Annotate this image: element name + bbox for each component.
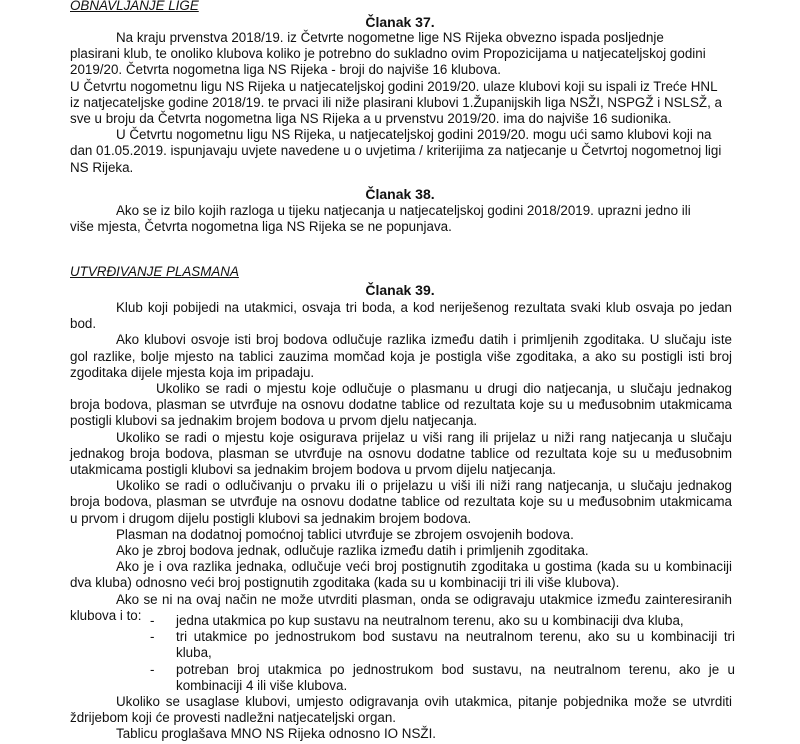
article-39-closing-paragraph: Tablicu proglašava MNO NS Rijeka odnosno IO NSŽI.: [116, 726, 437, 742]
article-39-paragraph: Ako se ni na ovaj način ne može utvrditi plasman, onda se odigravaju utakmice između zainteresiranih klubova i to:: [70, 591, 732, 623]
article-39-paragraph: Klub koji pobijedi na utakmici, osvaja tri boda, a kod neriješenog rezultata svaki klub osvaja po jedan bod.: [70, 300, 732, 332]
dash-marker: -: [150, 613, 155, 628]
article-38-body: [70, 203, 732, 235]
article-39-paragraph: Ako je i ova razlika jednaka, odlučuje veći broj postignutih zgoditaka u gostima (kada su u kombinaciji dva kluba) odnosno veći broj postignutih zgoditaka (kada su u kombinaciji tri ili više klubova).: [70, 559, 732, 591]
article-37-title: Članak 37.: [365, 14, 435, 30]
article-37-line: sve u broju da Četvrta nogometna liga NS Rijeka a u prvenstvu 2019/20. ima do najviše 16 sudionika.: [70, 111, 672, 127]
article-38-line: više mjesta, Četvrta nogometna liga NS Rijeka se ne popunjava.: [70, 219, 452, 235]
list-item: [150, 629, 735, 661]
article-39-paragraph: Ukoliko se radi o mjestu koje osigurava prijelaz u viši rang ili prijelaz u niži rang natjecanja u slučaju jednakog broja bodova, plasman se utvrđuje na osnovu dodatne tablice od rezultata koje su u međusobnim utakmicama postigli klubovi sa jednakim brojem bodova u prvom dijelu natjecanja.: [70, 429, 732, 478]
article-39-paragraph: Ako klubovi osvoje isti broj bodova odlučuje razlika između datih i primljenih zgoditaka. U slučaju iste gol razlike, bolje mjesto na tablici zauzima momčad koja je postigla više zgoditaka, a ako su postigli isti broj zgoditaka dijele mjesta koja im pripadaju.: [70, 332, 732, 380]
article-39-closing-paragraph: Ukoliko se usaglase klubovi, umjesto odigravanja ovih utakmica, pitanje pobjednika može se utvrditi ždrijebom koji će provesti nadležni natjecateljski organ.: [70, 694, 732, 726]
dash-marker: -: [150, 629, 155, 645]
article-39-paragraph: Ako je zbroj bodova jednak, odlučuje razlika između datih i primljenih zgoditaka.: [116, 543, 589, 559]
article-37-body: [70, 30, 732, 176]
article-39-body: [70, 300, 732, 624]
article-39-paragraph: Ukoliko se radi o mjestu koje odlučuje o plasmanu u drugi dio natjecanja, u slučaju jednakog broja bodova, plasman se utvrđuje na osnovu dodatne tablice od rezultata koje su u međusobnim utakmicama postigli klubovi sa jednakim brojem bodova u prvom djelu natjecanja.: [70, 381, 732, 429]
list-item: [150, 662, 735, 694]
section-heading-utvrdivanje: UTVRĐIVANJE PLASMANA: [70, 264, 239, 279]
list-item: [150, 613, 735, 629]
section-heading-obnavljanje: OBNAVLJANJE LIGE: [70, 0, 199, 13]
article-38-title: Članak 38.: [365, 186, 435, 202]
article-39-paragraph: Plasman na dodatnoj pomoćnoj tablici utvrđuje se zbrojem osvojenih bodova.: [116, 526, 574, 542]
article-37-line: Na kraju prvenstva 2018/19. iz Četvrte nogometne lige NS Rijeka obvezno ispada posljednje: [116, 30, 664, 45]
article-39-paragraph: Ukoliko se radi o odlučivanju o prvaku ili o prijelazu u viši ili niži rang natjecanja, u slučaju jednakog broja bodova, plasman se utvrđuje na osnovu dodatne tablice od rezultata koje su u međusobnim utakmicama u prvom i drugom dijelu postigli klubovi sa jednakim brojem bodova.: [70, 478, 732, 526]
article-37-line: iz natjecateljske godine 2018/19. te prvaci ili niže plasirani klubovi 1.Županijskih liga NSŽI, NSPGŽ i NSLSŽ, a: [70, 94, 722, 110]
article-37-line: 2019/20. Četvrta nogometna liga NS Rijeka - broji do najviše 16 klubova.: [70, 62, 501, 78]
article-39-closing: [70, 694, 732, 743]
article-37-line: plasirani klub, te onoliko klubova koliko je potrebno do sukladno ovim Propozicijama u natjecateljskoj godini: [70, 46, 706, 62]
article-37-line: U Četvrtu nogometnu ligu NS Rijeka u natjecateljskoj godini 2019/20. ulaze klubovi koji su ispali iz Treće HNL: [70, 78, 718, 94]
list-item-text: jedna utakmica po kup sustavu na neutralnom terenu, ako su u kombinaciji dva kluba,: [176, 613, 684, 628]
list-item-text: tri utakmice po jednostrukom bod sustavu na neutralnom terenu, ako su u kombinaciji tri kluba,: [176, 629, 735, 661]
article-39-bullet-list: [150, 613, 735, 694]
article-37-line: dan 01.05.2019. ispunjavaju uvjete navedene u o uvjetima / kriterijima za natjecanje u Četvrtoj nogometnoj ligi: [70, 143, 722, 159]
article-37-line: NS Rijeka.: [70, 159, 134, 175]
dash-marker: -: [150, 661, 155, 677]
article-37-line: U Četvrtu nogometnu ligu NS Rijeka, u natjecateljskoj godini 2019/20. mogu ući samo klubovi koji na: [116, 127, 712, 143]
article-38-line: Ako se iz bilo kojih razloga u tijeku natjecanja u natjecateljskoj godini 2018/2019. uprazni jedno ili: [116, 203, 691, 218]
article-39-title: Članak 39.: [365, 282, 435, 298]
list-item-text: potreban broj utakmica po jednostrukom bod sustavu, na neutralnom terenu, ako je u kombinaciji 4 ili više klubova.: [176, 661, 735, 693]
